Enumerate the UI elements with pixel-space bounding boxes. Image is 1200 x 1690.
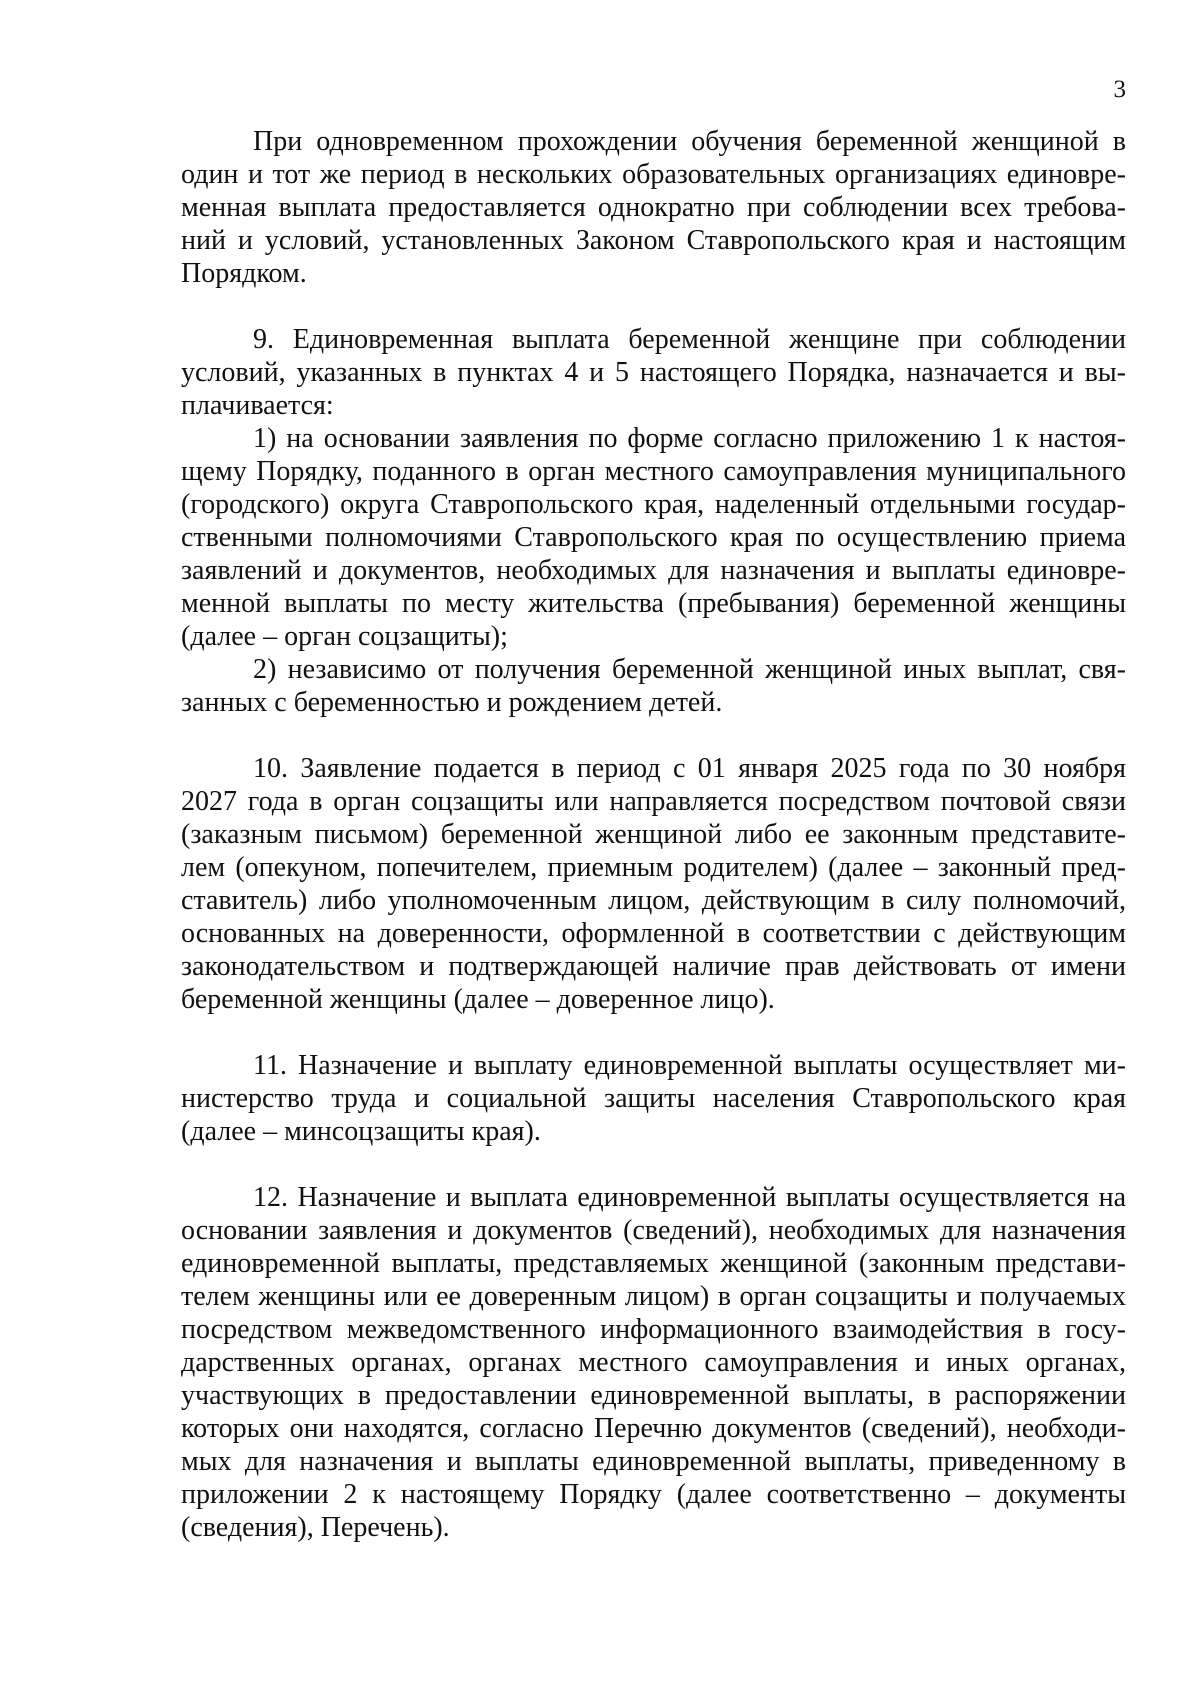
- text-line: 9. Единовременная выплата беременной женщине при соблюдении: [253, 324, 1126, 355]
- paragraph-item-10: [181, 752, 1126, 1016]
- text-line: плачивается:: [181, 390, 334, 421]
- text-line: 2) независимо от получения беременной женщиной иных выплат, свя-: [253, 654, 1126, 685]
- text-line: (городского) округа Ставропольского края, наделенный отдельными государ-: [181, 489, 1126, 520]
- paragraph-gap: [181, 1148, 1126, 1181]
- text-line: Порядком.: [181, 258, 307, 289]
- text-line: ставитель) либо уполномоченным лицом, действующим в силу полномочий,: [181, 885, 1126, 916]
- text-line: заявлений и документов, необходимых для назначения и выплаты единовре-: [181, 555, 1126, 586]
- text-line: лем (опекуном, попечителем, приемным родителем) (далее – законный пред-: [181, 852, 1126, 883]
- text-line: приложении 2 к настоящему Порядку (далее соответственно – документы: [181, 1479, 1126, 1510]
- document-body: [181, 125, 1126, 1544]
- text-line: менная выплата предоставляется однократно при соблюдении всех требова-: [181, 192, 1126, 223]
- text-line: телем женщины или ее доверенным лицом) в орган соцзащиты и получаемых: [181, 1281, 1126, 1312]
- text-line: 2027 года в орган соцзащиты или направляется посредством почтовой связи: [181, 786, 1126, 817]
- text-line: (заказным письмом) беременной женщиной либо ее законным представите-: [181, 819, 1126, 850]
- text-line: 11. Назначение и выплату единовременной выплаты осуществляет ми-: [253, 1050, 1126, 1081]
- text-line: основанных на доверенности, оформленной в соответствии с действующим: [181, 918, 1126, 949]
- text-line: которых они находятся, согласно Перечню документов (сведений), необходи-: [181, 1413, 1126, 1444]
- page-number: 3: [1113, 76, 1126, 103]
- subitem-1: [181, 422, 1126, 653]
- paragraph: [181, 125, 1126, 290]
- text-line: основании заявления и документов (сведений), необходимых для назначения: [181, 1215, 1126, 1246]
- text-line: один и тот же период в нескольких образовательных организациях единовре-: [181, 159, 1126, 190]
- text-line: беременной женщины (далее – доверенное лицо).: [181, 984, 775, 1015]
- text-line: 12. Назначение и выплата единовременной выплаты осуществляется на: [253, 1182, 1126, 1213]
- paragraph-gap: [181, 290, 1126, 323]
- text-line: 1) на основании заявления по форме согласно приложению 1 к настоя-: [253, 423, 1126, 454]
- text-line: При одновременном прохождении обучения беременной женщиной в: [253, 126, 1126, 157]
- subitem-2: [181, 653, 1126, 719]
- text-line: ний и условий, установленных Законом Ставропольского края и настоящим: [181, 225, 1126, 256]
- text-line: занных с беременностью и рождением детей.: [181, 687, 723, 718]
- text-line: условий, указанных в пунктах 4 и 5 настоящего Порядка, назначается и вы-: [181, 357, 1126, 388]
- text-line: (сведения), Перечень).: [181, 1512, 450, 1543]
- text-line: мых для назначения и выплаты единовременной выплаты, приведенному в: [181, 1446, 1126, 1477]
- paragraph-item-12: [181, 1181, 1126, 1544]
- paragraph-item-9: [181, 323, 1126, 422]
- text-line: (далее – минсоцзащиты края).: [181, 1116, 541, 1147]
- text-line: участвующих в предоставлении единовременной выплаты, в распоряжении: [181, 1380, 1126, 1411]
- text-line: щему Порядку, поданного в орган местного самоуправления муниципального: [181, 456, 1126, 487]
- paragraph-gap: [181, 1016, 1126, 1049]
- text-line: нистерство труда и социальной защиты населения Ставропольского края: [181, 1083, 1126, 1114]
- paragraph-item-11: [181, 1049, 1126, 1148]
- text-line: единовременной выплаты, представляемых женщиной (законным представи-: [181, 1248, 1126, 1279]
- text-line: менной выплаты по месту жительства (пребывания) беременной женщины: [181, 588, 1126, 619]
- paragraph-gap: [181, 719, 1126, 752]
- text-line: ственными полномочиями Ставропольского края по осуществлению приема: [181, 522, 1126, 553]
- text-line: дарственных органах, органах местного самоуправления и иных органах,: [181, 1347, 1126, 1378]
- text-line: 10. Заявление подается в период с 01 января 2025 года по 30 ноября: [253, 753, 1126, 784]
- text-line: законодательством и подтверждающей наличие прав действовать от имени: [181, 951, 1126, 982]
- text-line: посредством межведомственного информационного взаимодействия в госу-: [181, 1314, 1126, 1345]
- text-line: (далее – орган соцзащиты);: [181, 621, 508, 652]
